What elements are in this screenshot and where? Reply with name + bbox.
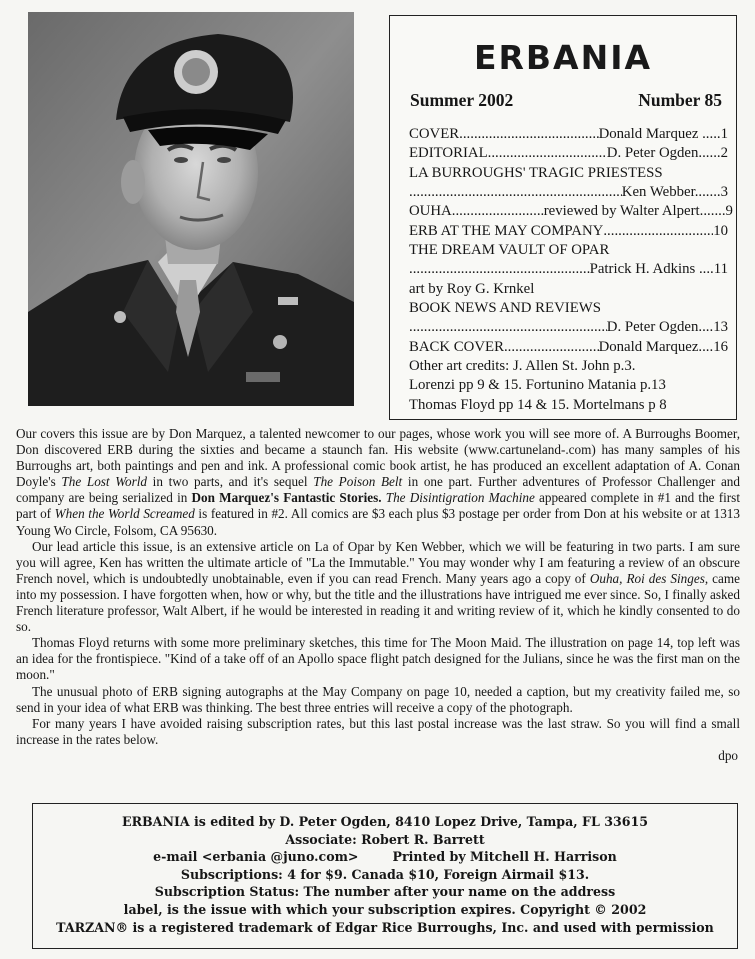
trademark-notice: TARZAN® is a registered trademark of Edgar Rice Burroughs, Inc. and used with permission	[56, 919, 714, 935]
subscription-rates: Subscriptions: 4 for $9. Canada $10, Foreign Airmail $13.	[180, 866, 590, 882]
magazine-title: ERBANIA	[473, 38, 653, 77]
toc-item-ouha: OUHA ..... reviewed by Walter Alpert.......9	[409, 202, 728, 221]
toc-item-dream-vault-author: ..... Patrick H. Adkins ....11	[409, 260, 728, 279]
art-credits-line: Lorenzi pp 9 & 15. Fortunino Matania p.13	[409, 377, 666, 394]
cover-portrait-photo	[28, 12, 354, 406]
toc-item-dream-vault-title: THE DREAM VAULT OF OPAR	[409, 242, 610, 259]
table-of-contents	[409, 125, 733, 415]
signoff-initials: dpo	[718, 747, 738, 763]
art-credits-line: Thomas Floyd pp 14 & 15. Mortelmans p 8	[409, 396, 667, 413]
toc-item-priestess-author: ..... Ken Webber.......3	[409, 183, 728, 202]
toc-item-book-news-title: BOOK NEWS AND REVIEWS	[409, 300, 601, 317]
paragraph-lead-article: Our lead article this issue, is an extensive article on La of Opar by Ken Webber, which we will be featuring in two parts. I am sure you will agree, Ken has written the ultimate article of "La the Immutable." You may wonder why I am featuring a review of an obscure French novel, which is undoubtedly unobtainable, even if you can read French. Many years ago a copy of Ouha, Roi des Singes, came into my possession. I have forgotten when, how or why, but the title and the illustrations have intrigued me ever since. So, I finally asked French literature professor, Walt Albert, if he would be interested in reading it and writing review of it, which he kindly consented to do so.	[16, 538, 740, 635]
editor-line: ERBANIA is edited by D. Peter Ogden, 8410 Lopez Drive, Tampa, FL 33615	[121, 814, 649, 829]
printer-text: Printed by Mitchell H. Harrison	[392, 849, 617, 865]
art-credits-line: Other art credits: J. Allen St. John p.3.	[409, 358, 636, 375]
toc-item-editorial: EDITORIAL ..... D. Peter Ogden......2	[409, 144, 728, 163]
subscription-status-cont: label, is the issue with which your subscription expires. Copyright © 2002	[123, 901, 647, 917]
toc-item-may-company: ERB AT THE MAY COMPANY ..... 10	[409, 222, 728, 241]
paragraph-may-company: The unusual photo of ERB signing autographs at the May Company on page 10, needed a caption, but my creativity failed me, so send in your idea of what ERB was thinking. The best three entries will receive a copy of the photograph.	[16, 683, 740, 715]
toc-item-back-cover: BACK COVER. ..... Donald Marquez....16	[409, 338, 728, 357]
toc-item-book-news-author: ..... D. Peter Ogden....13	[409, 318, 728, 337]
issue-number: Number 85	[638, 90, 722, 110]
issue-date: Summer 2002	[410, 90, 514, 110]
paragraph-floyd: Thomas Floyd returns with some more preliminary sketches, this time for The Moon Maid. The illustration on page 14, top left was an idea for the frontispiece. "Kind of a take off of an Apollo space flight patch designed for the Julians, since he was the first man on the moon."	[16, 635, 740, 683]
toc-item-dream-vault-art: art by Roy G. Krnkel	[409, 280, 535, 297]
portrait-photo-icon	[28, 12, 354, 406]
toc-item-priestess-title: LA BURROUGHS' TRAGIC PRIESTESS	[409, 164, 663, 181]
subscription-status: Subscription Status: The number after your name on the address	[154, 884, 616, 900]
toc-item-cover: COVER ..... Donald Marquez .....1	[409, 125, 728, 144]
paragraph-rates: For many years I have avoided raising subscription rates, but this last postal increase was the last straw. So you will find a small increase in the rates below.	[16, 715, 740, 747]
email-text: e-mail <erbania @juno.com>	[153, 849, 359, 865]
contents-box	[389, 15, 737, 420]
editorial-text	[16, 426, 740, 764]
publication-info-box	[32, 803, 738, 949]
paragraph-covers: Our covers this issue are by Don Marquez, a talented newcomer to our pages, whose work you will see more of. A Burroughs Boomer, Don discovered ERB during the sixties and became a staunch fan. His website (www.cartuneland-.com) has many samples of his Burroughs art, both paintings and pen and ink. A professional comic book artist, he has produced an excellent adaptation of A. Conan Doyle's The Lost World in two parts, and it's sequel The Poison Belt in one part. Further adventures of Professor Challenger and company are being serialized in Don Marquez's Fantastic Stories. The Disintigration Machine appeared complete in #1 and the first part of When the World Screamed is featured in #2. All comics are $3 each plus $3 postage per order from Don at his website or at 1313 Young Wo Circle, Folsom, CA 95630.	[16, 426, 740, 538]
issue-line	[410, 90, 722, 111]
contact-line	[33, 848, 737, 866]
associate-line: Associate: Robert R. Barrett	[285, 831, 485, 847]
